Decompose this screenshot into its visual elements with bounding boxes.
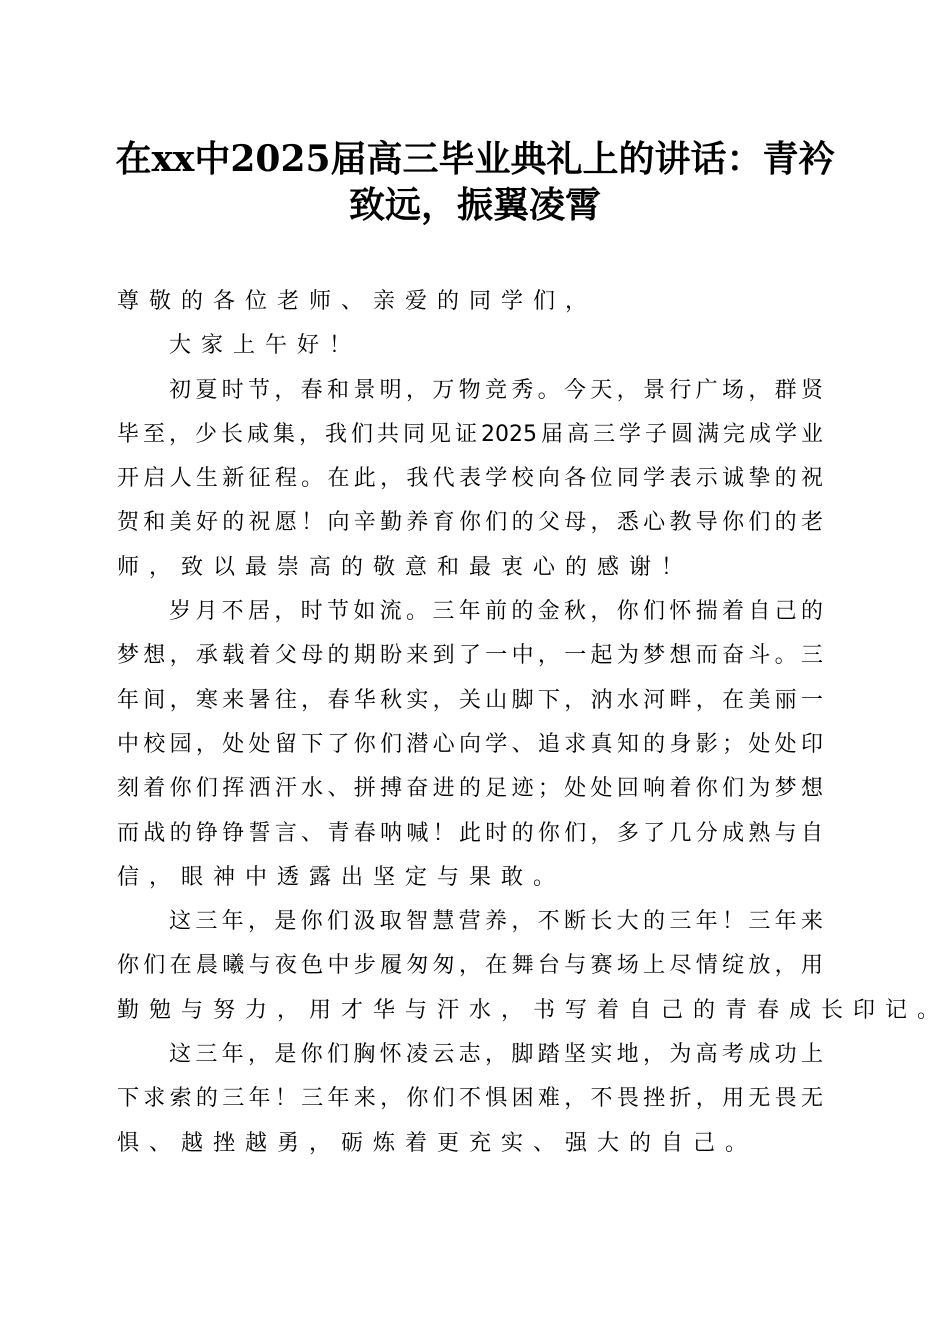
paragraph-line: 中校园，处处留下了你们潜心向学、追求真知的身影；处处印 xyxy=(117,731,823,757)
paragraph-line: 信，眼神中透露出坚定与果敢。 xyxy=(117,864,566,890)
title-line-1: 在xx中2025届高三毕业典礼上的讲话：青衿 xyxy=(115,138,835,180)
paragraph-line: 岁月不居，时节如流。三年前的金秋，你们怀揣着自己的 xyxy=(169,599,823,625)
paragraph-line: 梦想，承载着父母的期盼来到了一中，一起为梦想而奋斗。三 xyxy=(117,643,823,669)
paragraph-line: 毕至，少长咸集，我们共同见证2025届高三学子圆满完成学业 xyxy=(117,421,823,447)
title-line-2: 致远，振翼凌霄 xyxy=(348,184,601,226)
paragraph-line: 勤勉与努力，用才华与汗水，书写着自己的青春成长印记。 xyxy=(117,997,950,1023)
document-title xyxy=(110,136,840,228)
paragraph-line: 年间，寒来暑往，春华秋实，关山脚下，汭水河畔，在美丽一 xyxy=(117,687,823,713)
paragraph-line: 惧、越挫越勇，砺炼着更充实、强大的自己。 xyxy=(117,1130,758,1156)
greeting: 大家上午好！ xyxy=(169,333,362,359)
paragraph-line: 这三年，是你们汲取智慧营养，不断长大的三年！三年来 xyxy=(169,909,823,935)
salutation: 尊敬的各位老师、亲爱的同学们， xyxy=(117,289,598,314)
paragraph-line: 师，致以最崇高的敬意和最衷心的感谢！ xyxy=(117,554,694,580)
document-body xyxy=(117,280,950,1166)
paragraph-line: 这三年，是你们胸怀凌云志，脚踏坚实地，为高考成功上 xyxy=(169,1042,823,1068)
paragraph-line: 初夏时节，春和景明，万物竞秀。今天，景行广场，群贤 xyxy=(169,377,823,403)
paragraph-line: 贺和美好的祝愿！向辛勤养育你们的父母，悉心教导你们的老 xyxy=(117,510,823,536)
paragraph-line: 你们在晨曦与夜色中步履匆匆，在舞台与赛场上尽情绽放，用 xyxy=(117,953,823,979)
paragraph-line: 而战的铮铮誓言、青春呐喊！此时的你们，多了几分成熟与自 xyxy=(117,820,823,846)
paragraph-line: 下求索的三年！三年来，你们不惧困难，不畏挫折，用无畏无 xyxy=(117,1086,823,1112)
paragraph-line: 刻着你们挥洒汗水、拼搏奋进的足迹；处处回响着你们为梦想 xyxy=(117,776,823,802)
paragraph-line: 开启人生新征程。在此，我代表学校向各位同学表示诚挚的祝 xyxy=(117,466,823,492)
